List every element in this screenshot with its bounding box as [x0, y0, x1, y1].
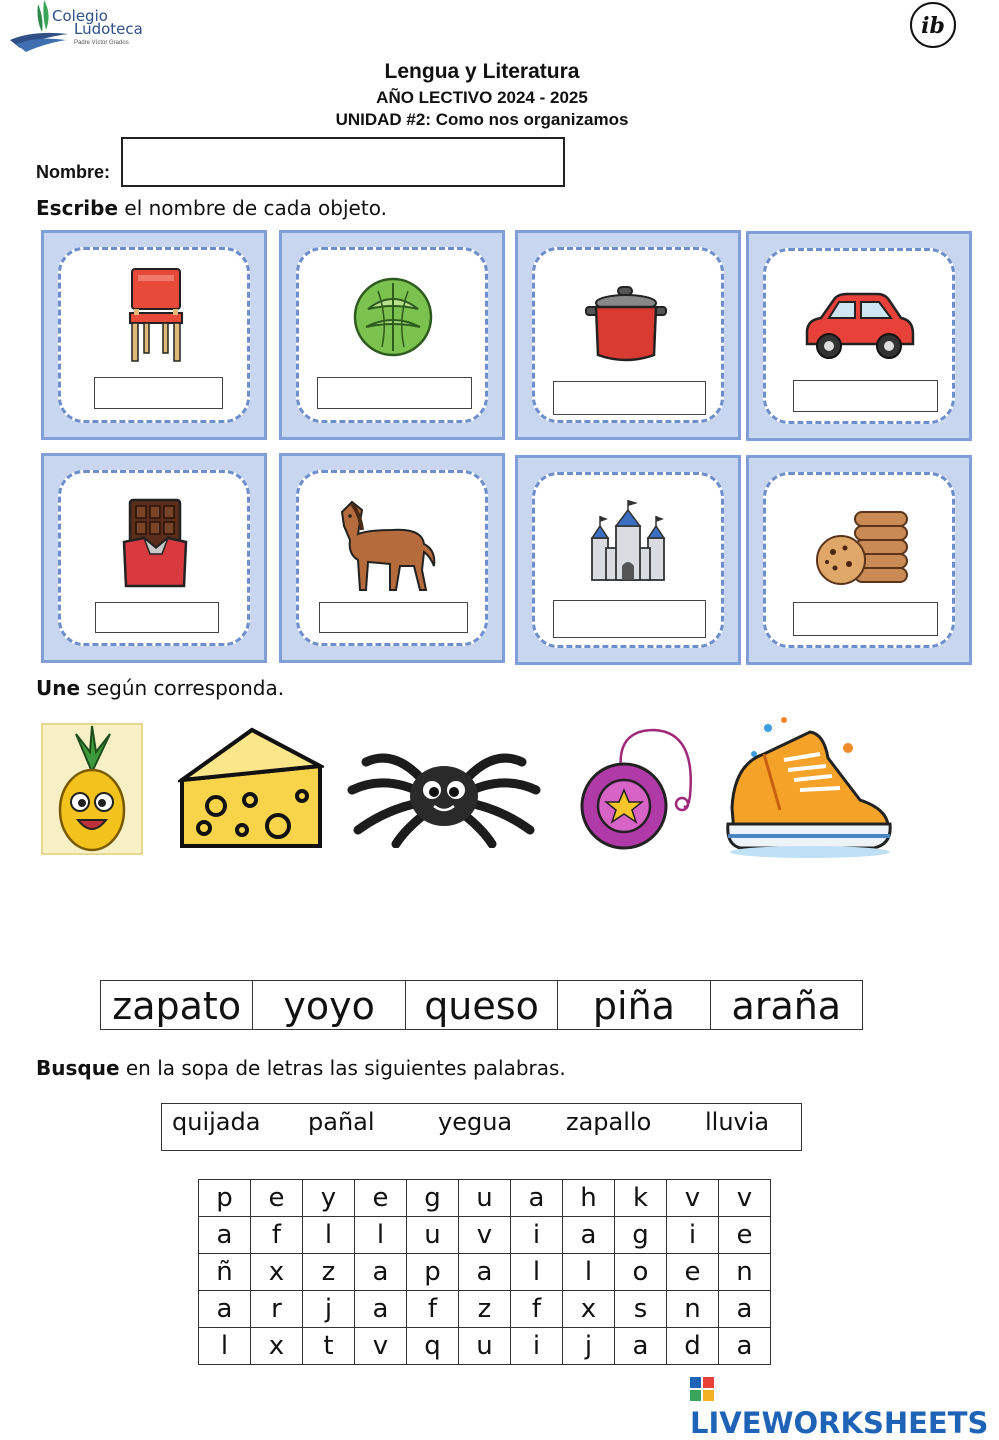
spider-icon[interactable]: [346, 738, 542, 848]
grid-letter-cell[interactable]: j: [563, 1328, 615, 1365]
search-word: yegua: [438, 1108, 513, 1136]
sneaker-icon[interactable]: [724, 714, 894, 860]
yoyo-icon[interactable]: [566, 726, 702, 850]
name-input[interactable]: [121, 137, 565, 187]
grid-letter-cell[interactable]: r: [251, 1291, 303, 1328]
grid-letter-cell[interactable]: g: [407, 1180, 459, 1217]
castle-icon: [588, 498, 668, 582]
search-word: lluvia: [705, 1108, 770, 1136]
grid-letter-cell[interactable]: e: [719, 1217, 771, 1254]
grid-letter-cell[interactable]: v: [459, 1217, 511, 1254]
grid-letter-cell[interactable]: a: [563, 1217, 615, 1254]
search-word: pañal: [308, 1108, 375, 1136]
answer-box[interactable]: [553, 381, 706, 415]
grid-letter-cell[interactable]: u: [459, 1328, 511, 1365]
grid-letter-cell[interactable]: e: [251, 1180, 303, 1217]
name-label: Nombre:: [36, 162, 111, 182]
grid-letter-cell[interactable]: n: [719, 1254, 771, 1291]
grid-letter-cell[interactable]: a: [355, 1254, 407, 1291]
grid-letter-cell[interactable]: i: [511, 1328, 563, 1365]
match-word[interactable]: araña: [731, 984, 842, 1028]
grid-letter-cell[interactable]: x: [251, 1254, 303, 1291]
school-name: Colegio Ludoteca: [52, 7, 143, 38]
grid-letter-cell[interactable]: f: [511, 1291, 563, 1328]
grid-letter-cell[interactable]: v: [719, 1180, 771, 1217]
grid-letter-cell[interactable]: l: [511, 1254, 563, 1291]
answer-box[interactable]: [94, 377, 223, 409]
grid-letter-cell[interactable]: y: [303, 1180, 355, 1217]
match-words-row: [100, 980, 863, 1030]
grid-row: [199, 1328, 771, 1365]
search-word: zapallo: [566, 1108, 652, 1136]
grid-letter-cell[interactable]: a: [199, 1291, 251, 1328]
grid-letter-cell[interactable]: z: [459, 1291, 511, 1328]
grid-letter-cell[interactable]: j: [303, 1291, 355, 1328]
answer-box[interactable]: [317, 377, 472, 409]
grid-letter-cell[interactable]: a: [719, 1291, 771, 1328]
grid-letter-cell[interactable]: z: [303, 1254, 355, 1291]
card-cookies: [746, 455, 972, 665]
answer-box[interactable]: [319, 602, 468, 633]
grid-row: [199, 1254, 771, 1291]
answer-box[interactable]: [793, 602, 938, 636]
search-word: quijada: [172, 1108, 261, 1136]
car-icon: [801, 290, 917, 362]
school-logo: [8, 0, 143, 56]
grid-letter-cell[interactable]: s: [615, 1291, 667, 1328]
grid-letter-cell[interactable]: e: [355, 1180, 407, 1217]
grid-letter-cell[interactable]: u: [459, 1180, 511, 1217]
match-word[interactable]: queso: [406, 981, 558, 1029]
pineapple-icon[interactable]: [40, 722, 144, 856]
grid-letter-cell[interactable]: k: [615, 1180, 667, 1217]
instruction-match: Une según corresponda.: [36, 676, 285, 700]
instruction-search: Busque en la sopa de letras las siguientes palabras.: [36, 1056, 566, 1080]
grid-letter-cell[interactable]: a: [355, 1291, 407, 1328]
grid-letter-cell[interactable]: a: [615, 1328, 667, 1365]
match-word[interactable]: yoyo: [253, 981, 405, 1029]
chair-icon: [124, 267, 188, 363]
letter-soup-grid: [198, 1179, 771, 1365]
lettuce-icon: [348, 269, 438, 359]
unit-title: UNIDAD #2: Como nos organizamos: [335, 110, 629, 129]
grid-letter-cell[interactable]: x: [563, 1291, 615, 1328]
grid-letter-cell[interactable]: t: [303, 1328, 355, 1365]
grid-row: [199, 1180, 771, 1217]
match-word[interactable]: piña: [558, 981, 710, 1029]
grid-row: [199, 1291, 771, 1328]
liveworksheets-brand: LIVEWORKSHEETS: [690, 1372, 999, 1440]
school-subtitle: Padre Víctor Grados: [74, 40, 129, 46]
liveworksheets-logo-icon: [690, 1377, 714, 1401]
answer-box[interactable]: [95, 602, 219, 633]
card-lettuce: [279, 230, 505, 440]
grid-letter-cell[interactable]: ñ: [199, 1254, 251, 1291]
grid-letter-cell[interactable]: v: [667, 1180, 719, 1217]
grid-letter-cell[interactable]: a: [199, 1217, 251, 1254]
grid-letter-cell[interactable]: e: [667, 1254, 719, 1291]
card-chocolate: [41, 453, 267, 663]
card-car: [746, 231, 972, 441]
grid-letter-cell[interactable]: o: [615, 1254, 667, 1291]
cookies-icon: [815, 508, 911, 588]
card-castle: [515, 455, 741, 665]
grid-letter-cell[interactable]: d: [667, 1328, 719, 1365]
answer-box[interactable]: [793, 380, 938, 412]
subject-title: Lengua y Literatura: [384, 60, 580, 83]
answer-box[interactable]: [553, 600, 706, 638]
instruction-write: Escribe el nombre de cada objeto.: [36, 196, 387, 220]
grid-letter-cell[interactable]: g: [615, 1217, 667, 1254]
horse-icon: [338, 500, 438, 592]
grid-letter-cell[interactable]: l: [355, 1217, 407, 1254]
grid-letter-cell[interactable]: u: [407, 1217, 459, 1254]
cheese-icon[interactable]: [178, 726, 324, 850]
grid-letter-cell[interactable]: f: [407, 1291, 459, 1328]
card-chair: [41, 230, 267, 440]
grid-letter-cell[interactable]: n: [667, 1291, 719, 1328]
card-horse: [279, 453, 505, 663]
pot-icon: [584, 285, 668, 365]
grid-letter-cell[interactable]: l: [303, 1217, 355, 1254]
grid-letter-cell[interactable]: h: [563, 1180, 615, 1217]
grid-letter-cell[interactable]: a: [511, 1180, 563, 1217]
grid-letter-cell[interactable]: f: [251, 1217, 303, 1254]
card-pot: [515, 230, 741, 440]
grid-letter-cell[interactable]: i: [667, 1217, 719, 1254]
grid-letter-cell[interactable]: x: [251, 1328, 303, 1365]
grid-letter-cell[interactable]: p: [199, 1180, 251, 1217]
match-word[interactable]: zapato: [101, 981, 253, 1029]
ib-logo: ib: [910, 2, 956, 48]
grid-letter-cell[interactable]: a: [459, 1254, 511, 1291]
search-word-list: [161, 1103, 802, 1151]
grid-row: [199, 1217, 771, 1254]
school-year: AÑO LECTIVO 2024 - 2025: [376, 88, 588, 107]
grid-letter-cell[interactable]: q: [407, 1328, 459, 1365]
chocolate-icon: [122, 498, 188, 592]
grid-letter-cell[interactable]: a: [719, 1328, 771, 1365]
grid-letter-cell[interactable]: v: [355, 1328, 407, 1365]
grid-letter-cell[interactable]: p: [407, 1254, 459, 1291]
grid-letter-cell[interactable]: l: [199, 1328, 251, 1365]
grid-letter-cell[interactable]: i: [511, 1217, 563, 1254]
grid-letter-cell[interactable]: l: [563, 1254, 615, 1291]
